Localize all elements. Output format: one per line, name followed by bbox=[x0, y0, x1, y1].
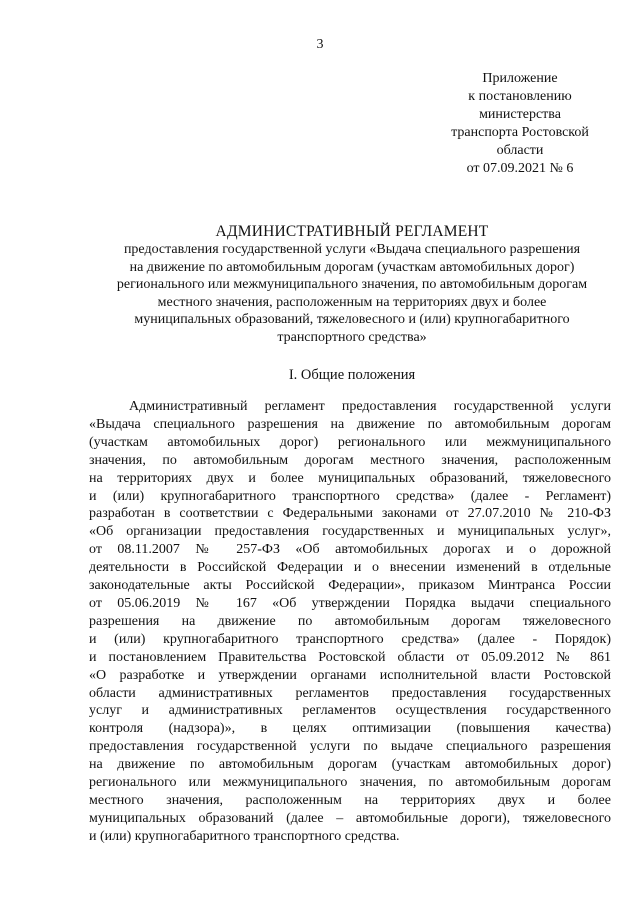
paragraph-line: и (или) крупногабаритного транспортного средства» (далее - Порядок) bbox=[89, 631, 611, 647]
paragraph-line: и (или) крупногабаритного транспортного средства» (далее - Регламент) bbox=[89, 488, 611, 504]
paragraph-line: Административный регламент предоставления государственной услуги bbox=[129, 399, 611, 414]
document-subtitle bbox=[72, 241, 632, 346]
appendix-line: области bbox=[496, 143, 544, 158]
section-heading: I. Общие положения bbox=[288, 367, 416, 383]
paragraph-line: от 08.11.2007 № 257-ФЗ «Об автомобильных дорогах и о дорожной bbox=[89, 542, 611, 558]
appendix-line: министерства bbox=[479, 107, 561, 122]
paragraph-line: на территориях двух и более муниципальных образований, тяжеловесного bbox=[89, 470, 611, 486]
page-number: 3 bbox=[316, 37, 324, 52]
section-paragraph bbox=[89, 398, 611, 846]
paragraph-line: области административных регламентов предоставления государственных bbox=[89, 685, 611, 701]
paragraph-line: от 05.06.2019 № 167 «Об утверждении Порядка выдачи специального bbox=[89, 595, 611, 611]
paragraph-line: разрешения на движение по автомобильным дорогам тяжеловесного bbox=[89, 613, 611, 629]
document-title: АДМИНИСТРАТИВНЫЙ РЕГЛАМЕНТ bbox=[215, 223, 489, 240]
paragraph-line: услуг и административных регламентов осуществления государственного bbox=[89, 703, 611, 719]
appendix-line: Приложение bbox=[482, 71, 558, 86]
paragraph-line: деятельности в Российской Федерации и о внесении изменений в отдельные bbox=[89, 560, 611, 576]
subtitle-line: транспортного средства» bbox=[277, 329, 427, 345]
subtitle-line: на движение по автомобильным дорогам (участкам автомобильных дорог) bbox=[129, 259, 575, 275]
paragraph-line: значения, по автомобильным дорогам местного значения, расположенным bbox=[89, 452, 611, 468]
appendix-block bbox=[430, 70, 610, 178]
subtitle-line: местного значения, расположенным на территориях двух и более bbox=[157, 294, 547, 310]
title-block bbox=[72, 222, 632, 346]
paragraph-line: муниципальных образований (далее – автомобильные дороги), тяжеловесного bbox=[89, 810, 611, 826]
paragraph-line: местного значения, расположенным на территориях двух и более bbox=[89, 792, 611, 808]
appendix-line: к постановлению bbox=[468, 89, 572, 104]
paragraph-line: (участкам автомобильных дорог) регионального или межмуниципального bbox=[89, 434, 611, 450]
appendix-line: от 07.09.2021 № 6 bbox=[466, 161, 574, 176]
paragraph-line: и (или) крупногабаритного транспортного средства. bbox=[89, 828, 400, 844]
paragraph-line: разработан в соответствии с Федеральными законами от 27.07.2010 № 210-ФЗ bbox=[89, 506, 611, 522]
paragraph-line: регионального или межмуниципального значения, по автомобильным дорогам bbox=[89, 775, 611, 791]
subtitle-line: муниципальных образований, тяжеловесного и (или) крупногабаритного bbox=[134, 312, 570, 327]
paragraph-line: «Выдача специального разрешения на движение по автомобильным дорогам bbox=[89, 416, 611, 432]
appendix-line: транспорта Ростовской bbox=[451, 125, 589, 140]
paragraph-line: законодательные акты Российской Федерации», приказом Минтранса России bbox=[89, 578, 611, 594]
paragraph-line: «О разработке и утверждении органами исполнительной власти Ростовской bbox=[89, 667, 611, 683]
subtitle-line: предоставления государственной услуги «Выдача специального разрешения bbox=[123, 242, 581, 257]
paragraph-line: контроля (надзора)», в целях оптимизации (повышения качества) bbox=[89, 721, 611, 737]
paragraph-line: «Об организации предоставления государственных и муниципальных услуг», bbox=[89, 524, 611, 540]
subtitle-line: регионального или межмуниципального значения, по автомобильным дорогам bbox=[116, 277, 588, 292]
paragraph-line: и постановлением Правительства Ростовской области от 05.09.2012 № 861 bbox=[89, 649, 611, 665]
paragraph-line: предоставления государственной услуги по выдаче специального разрешения bbox=[89, 739, 611, 755]
paragraph-line: на движение по автомобильным дорогам (участкам автомобильных дорог) bbox=[89, 757, 611, 773]
